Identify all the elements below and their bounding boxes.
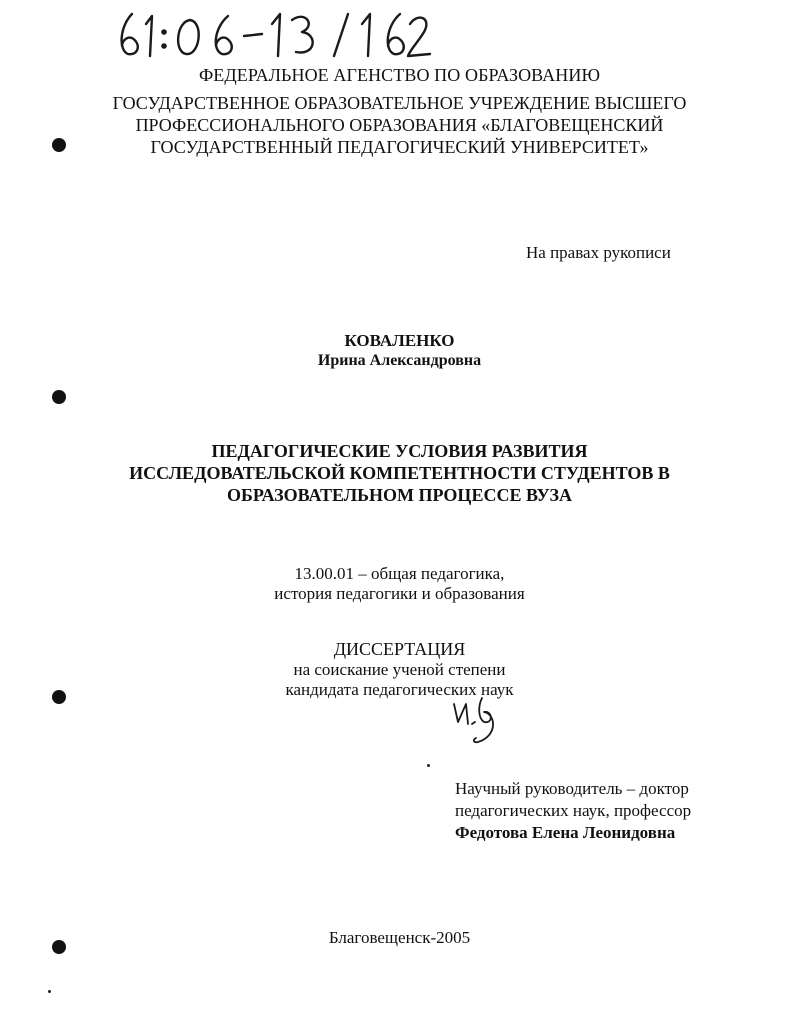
scan-speck	[427, 764, 430, 767]
author-surname: КОВАЛЕНКО	[344, 331, 455, 350]
author-given-name: Ирина Александровна	[317, 352, 482, 369]
title-line: ИССЛЕДОВАТЕЛЬСКОЙ КОМПЕТЕНТНОСТИ СТУДЕНТОВ В	[129, 463, 670, 483]
institution-line: ГОСУДАРСТВЕННЫЙ ПЕДАГОГИЧЕСКИЙ УНИВЕРСИТЕТ»	[150, 137, 649, 157]
degree-statement	[0, 660, 799, 700]
degree-line: кандидата педагогических наук	[285, 680, 514, 699]
supervisor-line: педагогических наук, профессор	[455, 801, 692, 820]
title-line: ОБРАЗОВАТЕЛЬНОМ ПРОЦЕССЕ ВУЗА	[227, 485, 572, 505]
agency-name: ФЕДЕРАЛЬНОЕ АГЕНСТВО ПО ОБРАЗОВАНИЮ	[198, 65, 601, 85]
institution-name	[0, 92, 799, 158]
supervisor-block	[455, 778, 691, 844]
manuscript-note: На правах рукописи	[526, 243, 671, 262]
thesis-title	[0, 440, 799, 506]
specialty-line: 13.00.01 – общая педагогика,	[294, 564, 505, 583]
supervisor-line: Научный руководитель – доктор	[455, 779, 689, 798]
degree-line: на соискание ученой степени	[293, 660, 506, 679]
signature-mark	[448, 692, 508, 752]
title-line: ПЕДАГОГИЧЕСКИЕ УСЛОВИЯ РАЗВИТИЯ	[211, 441, 588, 461]
institution-line: ГОСУДАРСТВЕННОЕ ОБРАЗОВАТЕЛЬНОЕ УЧРЕЖДЕНИЕ ВЫСШЕГО	[112, 93, 687, 113]
supervisor-name: Федотова Елена Леонидовна	[455, 823, 676, 842]
city-year: Благовещенск-2005	[328, 928, 471, 947]
scan-speck	[48, 990, 51, 993]
specialty-code	[0, 564, 799, 604]
institution-line: ПРОФЕССИОНАЛЬНОГО ОБРАЗОВАНИЯ «БЛАГОВЕЩЕНСКИЙ	[135, 115, 664, 135]
dissertation-label: ДИССЕРТАЦИЯ	[333, 639, 466, 659]
specialty-line: история педагогики и образования	[274, 584, 525, 603]
handwritten-archive-number	[112, 6, 432, 62]
punch-hole-2	[52, 390, 66, 404]
